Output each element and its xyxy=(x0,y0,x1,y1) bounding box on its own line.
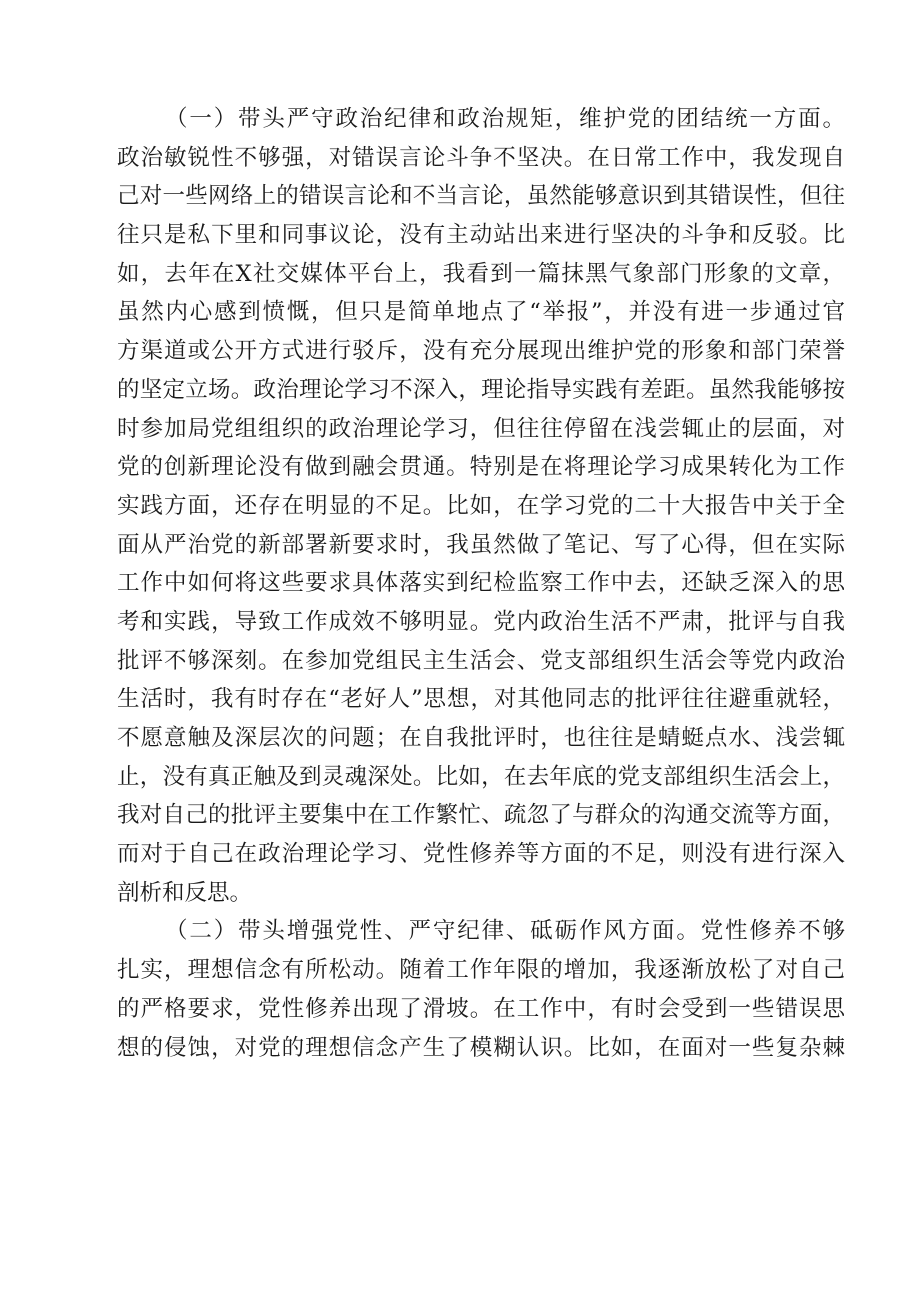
paragraph-line: 止，没有真正触及到灵魂深处。比如，在去年底的党支部组织生活会上， xyxy=(117,763,845,790)
paragraph-line: 想的侵蚀，对党的理想信念产生了模糊认识。比如，在面对一些复杂棘 xyxy=(117,1034,845,1061)
paragraph-line: 的坚定立场。政治理论学习不深入，理论指导实践有差距。虽然我能够按 xyxy=(117,376,845,403)
paragraph-line: 如，去年在X社交媒体平台上，我看到一篇抹黑气象部门形象的文章， xyxy=(117,260,845,287)
paragraph-line: 考和实践，导致工作成效不够明显。党内政治生活不严肃，批评与自我 xyxy=(117,608,845,635)
paragraph-line: 党的创新理论没有做到融会贯通。特别是在将理论学习成果转化为工作 xyxy=(117,454,845,481)
document-body xyxy=(117,100,845,1067)
paragraph-line: 批评不够深刻。在参加党组民主生活会、党支部组织生活会等党内政治 xyxy=(117,647,845,674)
paragraph-line: 实践方面，还存在明显的不足。比如，在学习党的二十大报告中关于全 xyxy=(117,492,845,519)
paragraph-line: 生活时，我有时存在“老好人”思想，对其他同志的批评往往避重就轻， xyxy=(117,686,845,713)
paragraph-line: 不愿意触及深层次的问题；在自我批评时，也往往是蜻蜓点水、浅尝辄 xyxy=(117,725,845,751)
paragraph-line: 的严格要求，党性修养出现了滑坡。在工作中，有时会受到一些错误思 xyxy=(117,995,845,1022)
paragraph-line: 时参加局党组组织的政治理论学习，但往往停留在浅尝辄止的层面，对 xyxy=(117,415,845,442)
paragraph-line: 虽然内心感到愤慨，但只是简单地点了“举报”，并没有进一步通过官 xyxy=(117,299,845,326)
paragraph-line: 己对一些网络上的错误言论和不当言论，虽然能够意识到其错误性，但往 xyxy=(117,183,845,210)
paragraph-line: 面从严治党的新部署新要求时，我虽然做了笔记、写了心得，但在实际 xyxy=(117,531,845,558)
paragraph-line: 扎实，理想信念有所松动。随着工作年限的增加，我逐渐放松了对自己 xyxy=(117,957,845,984)
paragraph-last-line: 剖析和反思。 xyxy=(117,879,253,906)
section-one-heading: （一）带头严守政治纪律和政治规矩，维护党的团结统一方面。 xyxy=(165,106,845,132)
paragraph-line: 工作中如何将这些要求具体落实到纪检监察工作中去，还缺乏深入的思 xyxy=(117,570,845,597)
paragraph-line: 而对于自己在政治理论学习、党性修养等方面的不足，则没有进行深入 xyxy=(117,841,845,868)
paragraph-line: 往只是私下里和同事议论，没有主动站出来进行坚决的斗争和反驳。比 xyxy=(117,222,845,249)
paragraph-line: 我对自己的批评主要集中在工作繁忙、疏忽了与群众的沟通交流等方面， xyxy=(117,802,845,829)
paragraph-line: 方渠道或公开方式进行驳斥，没有充分展现出维护党的形象和部门荣誉 xyxy=(117,338,845,365)
section-two-heading: （二）带头增强党性、严守纪律、砥砺作风方面。党性修养不够 xyxy=(165,918,845,945)
paragraph-line: 政治敏锐性不够强，对错误言论斗争不坚决。在日常工作中，我发现自 xyxy=(117,144,845,171)
